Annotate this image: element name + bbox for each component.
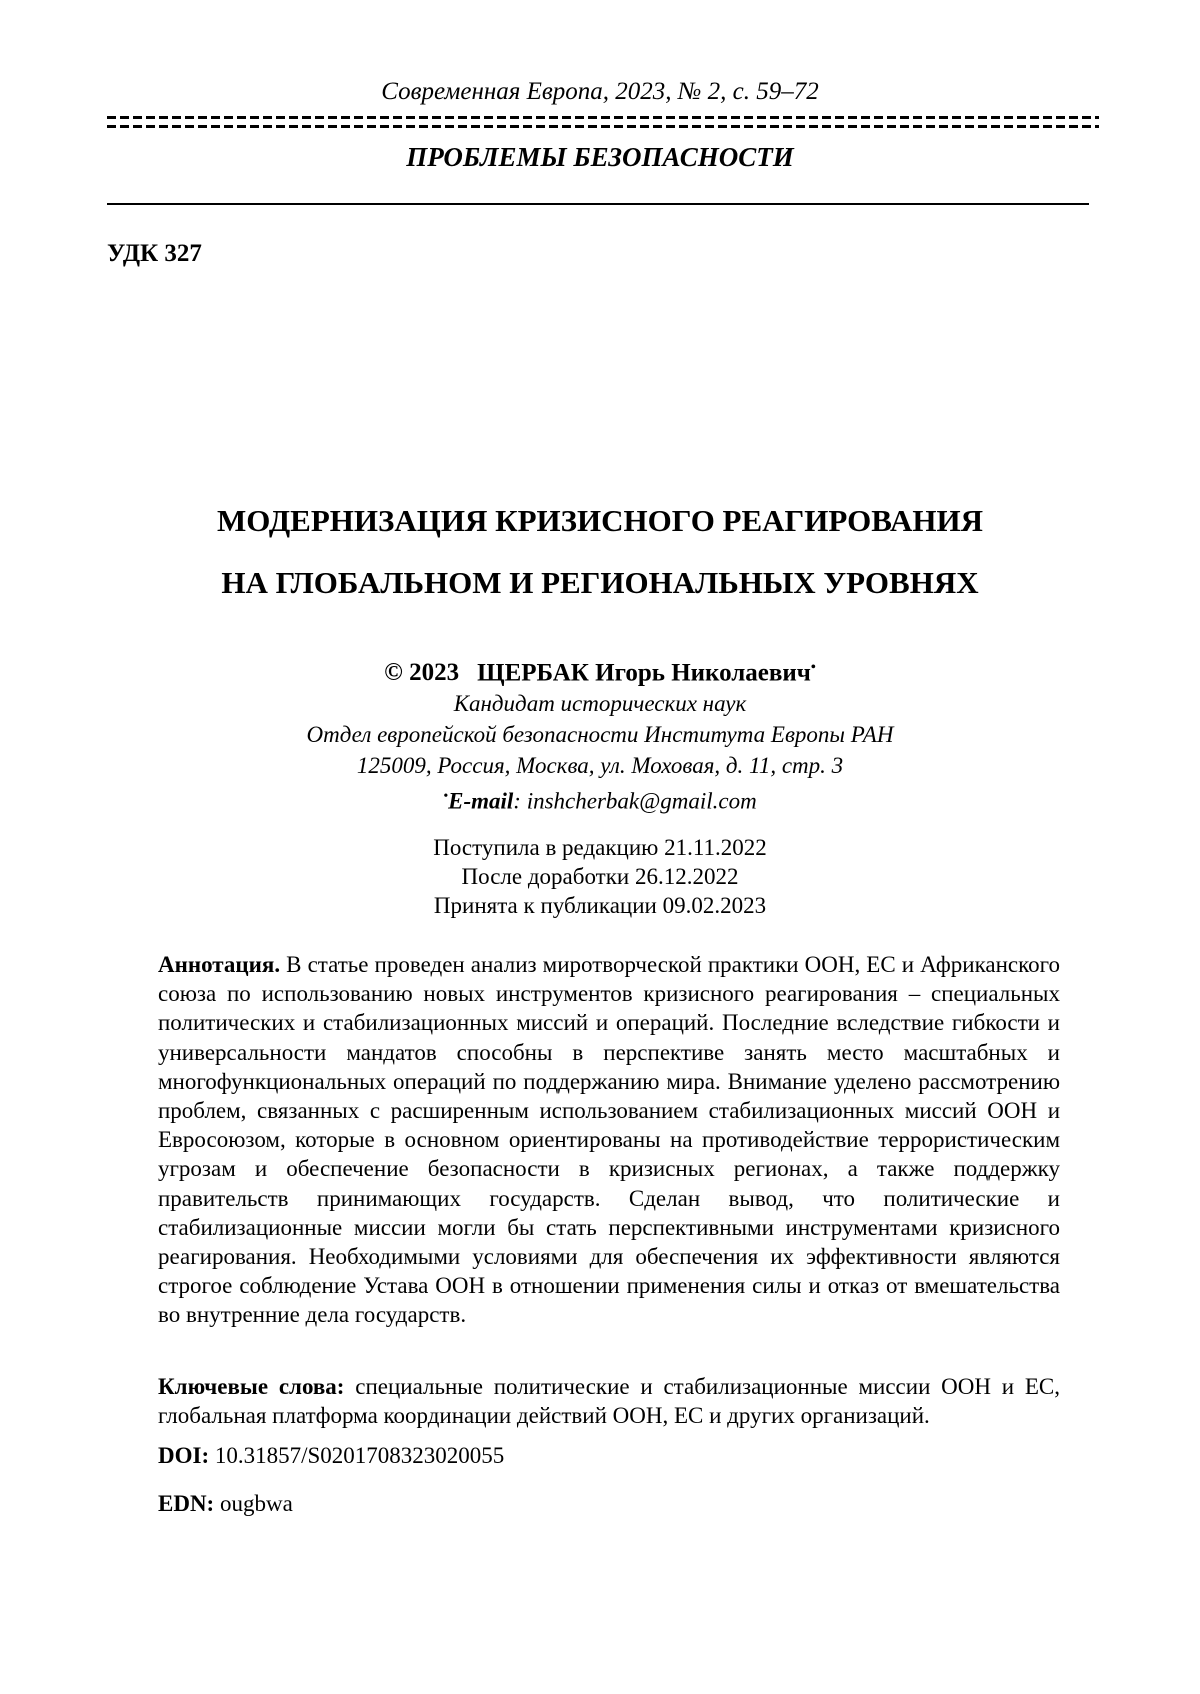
date-accepted: Принята к публикации 09.02.2023: [433, 893, 767, 918]
title-line-1: МОДЕРНИЗАЦИЯ КРИЗИСНОГО РЕАГИРОВАНИЯ: [217, 503, 983, 538]
email-label: E-mail: [448, 788, 514, 814]
author-line: [0, 652, 1200, 688]
author-marker: •: [810, 660, 816, 675]
rubric-heading: ПРОБЛЕМЫ БЕЗОПАСНОСТИ: [406, 142, 794, 172]
article-title: [0, 490, 1200, 614]
abstract-text: В статье проведен анализ миротворческой практики ООН, ЕС и Африканского союза по использованию новых инструментов кризисного реагирования – специальных политических и стабилизационных миссий и операций. Последние вследствие гибкости и универсальности мандатов способны в перспективе занять место масштабных и многофункциональных операций по поддержанию мира. Внимание уделено рассмотрению проблем, связанных с расширенным использованием стабилизационных миссий ООН и Евросоюзом, которые в основном ориентированы на противодействие террористическим угрозам и обеспечение безопасности в кризисных регионах, а также поддержку правительств принимающих государств. Сделан вывод, что политические и стабилизационные миссии могли бы стать перспективными инструментами кризисного реагирования. Необходимыми условиями для обеспечения их эффективности являются строгое соблюдение Устава ООН в отношении применения силы и отказ от вмешательства во внутренние дела государств.: [158, 952, 1060, 1328]
edn: [158, 1491, 293, 1517]
publication-dates: [0, 833, 1200, 920]
date-revised: После доработки 26.12.2022: [461, 864, 739, 889]
abstract: [158, 950, 1060, 1330]
author-name: ЩЕРБАК Игорь Николаевич: [477, 659, 811, 687]
doi: [158, 1443, 504, 1469]
author-affiliation: Отдел европейской безопасности Института Европы РАН: [306, 722, 894, 748]
doi-label: DOI:: [158, 1443, 210, 1468]
edn-value: ougbwa: [219, 1491, 293, 1516]
journal-citation: Современная Европа, 2023, № 2, с. 59–72: [381, 78, 819, 105]
header-rule: [107, 203, 1089, 205]
author-email-line: •E-mail: inshcherbak@gmail.com: [443, 788, 757, 814]
title-line-2: НА ГЛОБАЛЬНОМ И РЕГИОНАЛЬНЫХ УРОВНЯХ: [221, 565, 979, 600]
edn-label: EDN:: [158, 1491, 215, 1516]
author-address: 125009, Россия, Москва, ул. Моховая, д. 11, стр. 3: [356, 753, 844, 779]
keywords: [158, 1372, 1060, 1430]
copyright-year: © 2023: [384, 659, 460, 687]
email-marker: •: [443, 789, 449, 805]
abstract-label: Аннотация.: [158, 952, 281, 977]
date-received: Поступила в редакцию 21.11.2022: [433, 835, 767, 860]
keywords-label: Ключевые слова:: [158, 1374, 345, 1399]
doi-value[interactable]: 10.31857/S0201708323020055: [214, 1443, 505, 1468]
author-degree: Кандидат исторических наук: [453, 691, 747, 717]
author-block: [0, 652, 1200, 817]
udk-code: УДК 327: [107, 240, 202, 267]
header-double-rule: [107, 116, 1099, 128]
keywords-text: специальные политические и стабилизационные миссии ООН и ЕС, глобальная платформа координации действий ООН, ЕС и других организаций.: [158, 1374, 1061, 1429]
author-email[interactable]: inshcherbak@gmail.com: [526, 788, 757, 814]
